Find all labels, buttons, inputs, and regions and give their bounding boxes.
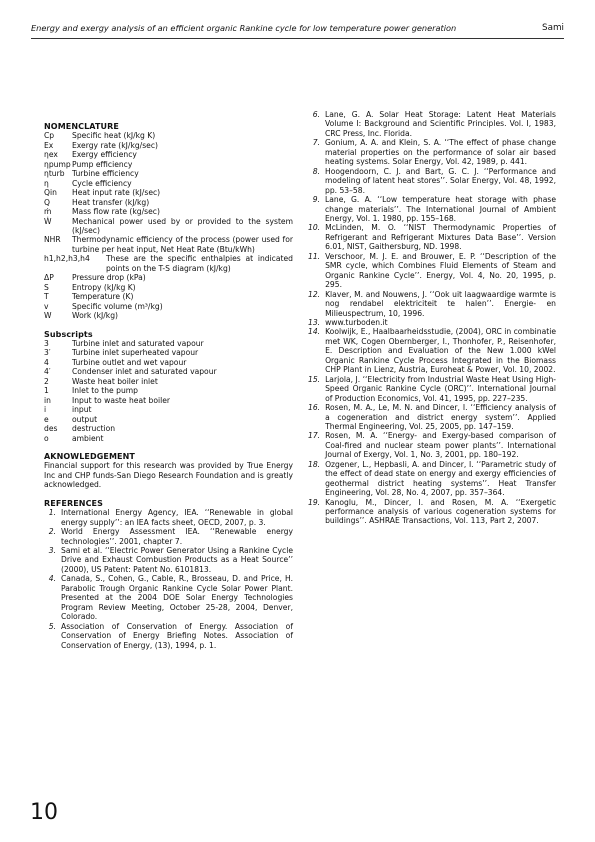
reference-text[interactable]: www.turboden.it [325,317,388,327]
entry-symbol: Cp [44,131,55,141]
nomenclature-entry [44,434,293,443]
reference-item [308,318,556,327]
reference-number: 9. [312,195,320,205]
nomenclature-entry [44,169,293,178]
right-column [308,110,556,526]
reference-item [308,223,556,251]
reference-number: 5. [48,621,56,631]
reference-item [44,508,293,527]
nomenclature-entry [44,302,293,311]
reference-number: 12. [308,289,321,299]
acknowledgement-heading: AKNOWLEDGEMENT [44,451,135,461]
entry-definition: Turbine inlet and saturated vapour [72,338,204,348]
reference-item [308,290,556,318]
reference-text: Rosen, M. A. ‘‘Energy- and Exergy-based comparison of Coal-fired and nuclear steam power plants’’. International Journal of Exergy, Vol. 1, No. 3, 2001, pp. 180–192. [325,431,556,460]
entry-symbol: in [44,395,51,405]
reference-item [308,327,556,374]
subscripts-heading: Subscripts [44,329,93,339]
entry-definition: Work (kJ/kg) [72,311,118,321]
entry-symbol: Qin [44,188,57,198]
reference-text: McLinden, M. O. ‘‘NIST Thermodynamic Properties of Refrigerant and Refrigerant Mixtures Data Base’’. Version 6.01, NIST, Gaithersburg, ND. 1998. [325,223,556,252]
reference-text: Rosen, M. A., Le, M. N. and Dincer, I. ‘‘Efficiency analysis of a cogeneration and district energy system’’. Applied Thermal Engineering, Vol. 25, 2005, pp. 147–159. [325,403,556,431]
entry-definition: Inlet to the pump [72,386,138,396]
nomenclature-entry [44,254,293,273]
entry-definition: Exergy efficiency [72,150,137,160]
references-list-left [44,508,293,650]
entry-definition: Turbine efficiency [72,169,139,179]
reference-text: World Energy Assessment IEA. ‘‘Renewable energy technologies’’. 2001, chapter 7. [61,527,293,546]
entry-symbol: ηturb [44,169,65,179]
reference-item [44,622,293,650]
entry-symbol: S [44,282,49,292]
acknowledgement-text: Financial support for this research was provided by True Energy Inc and CHP funds-San Diego Research Foundation and is greatly acknowledged. [44,461,293,490]
entry-definition: ambient [72,433,104,443]
nomenclature-entry [44,367,293,376]
entry-definition: Exergy rate (kJ/kg/sec) [72,140,158,150]
reference-item [308,138,556,166]
entry-symbol: Q [44,197,50,207]
entry-symbol: T [44,292,49,302]
entry-symbol: 2 [44,376,49,386]
reference-text: Larjola, J. ‘‘Electricity from Industrial Waste Heat Using High-Speed Organic Rankine Cycle (ORC)’’. International Journal of Production Economics, Vol. 41, 1995, pp. 227–235. [325,374,556,403]
nomenclature-entry [44,348,293,357]
nomenclature-entry [44,131,293,140]
entry-definition: output [72,414,98,424]
reference-number: 19. [308,497,321,507]
reference-text: Gonium, A. A. and Klein, S. A. ‘‘The effect of phase change material properties on the performance of solar air based heating systems. Solar Energy, Vol. 42, 1989, p. 441. [325,138,556,167]
reference-number: 18. [308,459,321,469]
reference-text: Lane, G. A. ‘‘Low temperature heat storage with phase change materials’’. The International Journal of Ambient Energy, Vol. 1. 1980, pp. 155–168. [325,195,556,223]
nomenclature-entry [44,424,293,433]
nomenclature-entry [44,415,293,424]
nomenclature-entry [44,405,293,414]
entry-definition: Heat input rate (kJ/sec) [72,188,161,198]
header-rule [31,38,564,39]
entry-symbol: 4′ [44,367,51,377]
entry-symbol: Ẇ [44,216,52,226]
entry-symbol: 1 [44,386,49,396]
reference-text: Verschoor, M. J. E. and Brouwer, E. P. ‘‘Description of the SMR cycle, which Combines Fluid Elements of Steam and Organic Rankine Cycle’’. Energy, Vol. 4, No. 20, 1995, p. 295. [325,251,556,290]
entry-symbol: 4 [44,357,49,367]
entry-symbol: W [44,311,52,321]
reference-text: Lane, G. A. Solar Heat Storage: Latent Heat Materials Volume I: Background and Scientific Principles. Vol. I, 1983, CRC Press, Inc. Florida. [325,110,556,138]
reference-text: Klaver, M. and Nouwens, J. ‘‘Ook uit laagwaardige warmte is nog rendabel elektriciteit te halen’’. Energie- en Milieuspectrum, 10, 1996. [325,289,556,318]
entry-definition: Turbine outlet and wet vapour [72,357,187,367]
entry-definition: Entropy (kJ/kg K) [72,282,136,292]
reference-item [308,110,556,138]
nomenclature-entry [44,207,293,216]
nomenclature-entry [44,235,293,254]
entry-symbol: η [44,178,49,188]
entry-symbol: 3′ [44,348,51,358]
nomenclature-heading: NOMENCLATURE [44,122,119,131]
reference-item [44,574,293,621]
nomenclature-entry [44,160,293,169]
reference-number: 13. [308,317,321,327]
entry-symbol: des [44,424,58,434]
reference-number: 6. [312,110,320,119]
reference-number: 1. [48,508,56,518]
entry-symbol: i [44,405,47,415]
nomenclature-entry [44,198,293,207]
reference-text: Association of Conservation of Energy. Association of Conservation of Energy Briefing Notes. Association of Conservation of Energy, (13), 1994, p. 1. [61,621,293,650]
entry-symbol: ηpump [44,159,71,169]
nomenclature-entry [44,358,293,367]
reference-number: 14. [308,327,321,337]
nomenclature-list [44,131,293,320]
entry-definition: Mass flow rate (kg/sec) [72,207,160,217]
reference-text: International Energy Agency, IEA. ‘‘Renewable in global energy supply’’: an IEA facts sheet, OECD, 2007, p. 3. [61,508,293,527]
reference-number: 10. [308,223,321,233]
nomenclature-entry [44,217,293,236]
nomenclature-entry [44,377,293,386]
reference-number: 3. [48,546,56,556]
entry-definition: Specific heat (kJ/kg K) [72,131,156,141]
reference-item [308,195,556,223]
nomenclature-entry [44,141,293,150]
entry-definition: Heat transfer (kJ/kg) [72,197,150,207]
reference-item [44,546,293,574]
reference-text: Canada, S., Cohen, G., Cable, R., Brosseau, D. and Price, H. Parabolic Trough Organic Rankine Cycle Solar Power Plant. Presented at the 2004 DOE Solar Energy Technologies Program Review Meeting, October 25-28, 2004, Denver, Colorado. [61,574,293,622]
nomenclature-entry [44,188,293,197]
entry-symbol: 3 [44,338,49,348]
nomenclature-entry [44,283,293,292]
reference-item [308,167,556,195]
reference-item [308,460,556,498]
nomenclature-entry [44,150,293,159]
reference-number: 4. [48,574,56,584]
reference-number: 15. [308,374,321,384]
header-author: Sami [542,23,564,33]
entry-definition: Waste heat boiler inlet [72,376,158,386]
entry-definition: These are the specific enthalpies at indicated points on the T-S diagram (kJ/kg) [106,254,293,273]
entry-definition: input [72,405,92,415]
nomenclature-entry [44,339,293,348]
reference-number: 2. [48,527,56,537]
entry-definition: Input to waste heat boiler [72,395,171,405]
reference-text: Hoogendoorn, C. J. and Bart, G. C. J. ‘‘Performance and modeling of latent heat stores’’. Solar Energy, Vol. 48, 1992, pp. 53–58. [325,166,556,195]
entry-symbol: NHR [44,235,61,245]
page-number: 10 [30,800,58,825]
nomenclature-entry [44,386,293,395]
entry-symbol: e [44,414,49,424]
reference-text: Ozgener, L., Hepbasli, A. and Dincer, I. ‘‘Parametric study of the effect of dead state on energy and exergy efficiencies of geothermal district heating systems’’. Heat Transfer Engineering, Vol. 28, No. 4, 2007, pp. 357–364. [325,459,556,498]
nomenclature-entry [44,292,293,301]
entry-definition: Pump efficiency [72,159,133,169]
subscripts-list [44,339,293,443]
reference-text: Kanoglu, M., Dincer, I. and Rosen, M. A. ‘‘Exergetic performance analysis of various cogeneration systems for buildings’’. ASHRAE Transactions, Vol. 113, Part 2, 2007. [325,497,556,526]
reference-number: 17. [308,431,321,441]
entry-symbol: h1,h2,h3,h4 [44,254,90,264]
reference-text: Koolwijk, E., Haalbaarheidsstudie, (2004), ORC in combinatie met WK, Cogen Obernberger, I., Thonhofer, P., Reisenhofer, E. Description and Evaluation of the New 1.000 kWel Organic Rankine Cycle Process Integrated in the Biomass CHP Plant in Lienz, Austria, Euroheat & Power, Vol. 10, 2002. [325,327,556,375]
nomenclature-entry [44,179,293,188]
left-column [44,122,293,650]
reference-item [308,431,556,459]
reference-number: 8. [312,166,320,176]
entry-definition: Thermodynamic efficiency of the process (power used for turbine per heat input, Net Heat Rate (Btu/kWh) [72,235,293,254]
nomenclature-entry [44,311,293,320]
nomenclature-entry [44,273,293,282]
entry-symbol: ΔP [44,273,54,283]
entry-definition: Pressure drop (kPa) [72,273,146,283]
reference-item [308,403,556,431]
entry-symbol: Ex [44,140,54,150]
entry-definition: Cycle efficiency [72,178,132,188]
reference-item [308,498,556,526]
running-header [31,23,564,33]
entry-definition: Turbine inlet superheated vapour [72,348,199,358]
nomenclature-entry [44,396,293,405]
references-list-right [308,110,556,526]
entry-definition: Temperature (K) [72,292,134,302]
entry-definition: Specific volume (m³/kg) [72,301,163,311]
reference-item [308,375,556,403]
reference-item [308,252,556,290]
entry-definition: destruction [72,424,116,434]
reference-number: 16. [308,403,321,413]
entry-definition: Mechanical power used by or provided to the system (kJ/sec) [72,216,293,235]
entry-definition: Condenser inlet and saturated vapour [72,367,217,377]
entry-symbol: v [44,301,49,311]
reference-item [44,527,293,546]
entry-symbol: o [44,433,49,443]
references-heading: REFERENCES [44,498,103,508]
entry-symbol: ηex [44,150,58,160]
header-title: Energy and exergy analysis of an efficient organic Rankine cycle for low temperature power generation [31,23,457,33]
entry-symbol: ṁ [44,207,52,217]
reference-number: 7. [312,138,320,148]
reference-text: Sami et al. ‘‘Electric Power Generator Using a Rankine Cycle Drive and Exhaust Combustion Products as a Heat Source’’ (2000), US Patent: Patent No. 6101813. [61,546,293,574]
reference-number: 11. [308,251,321,261]
